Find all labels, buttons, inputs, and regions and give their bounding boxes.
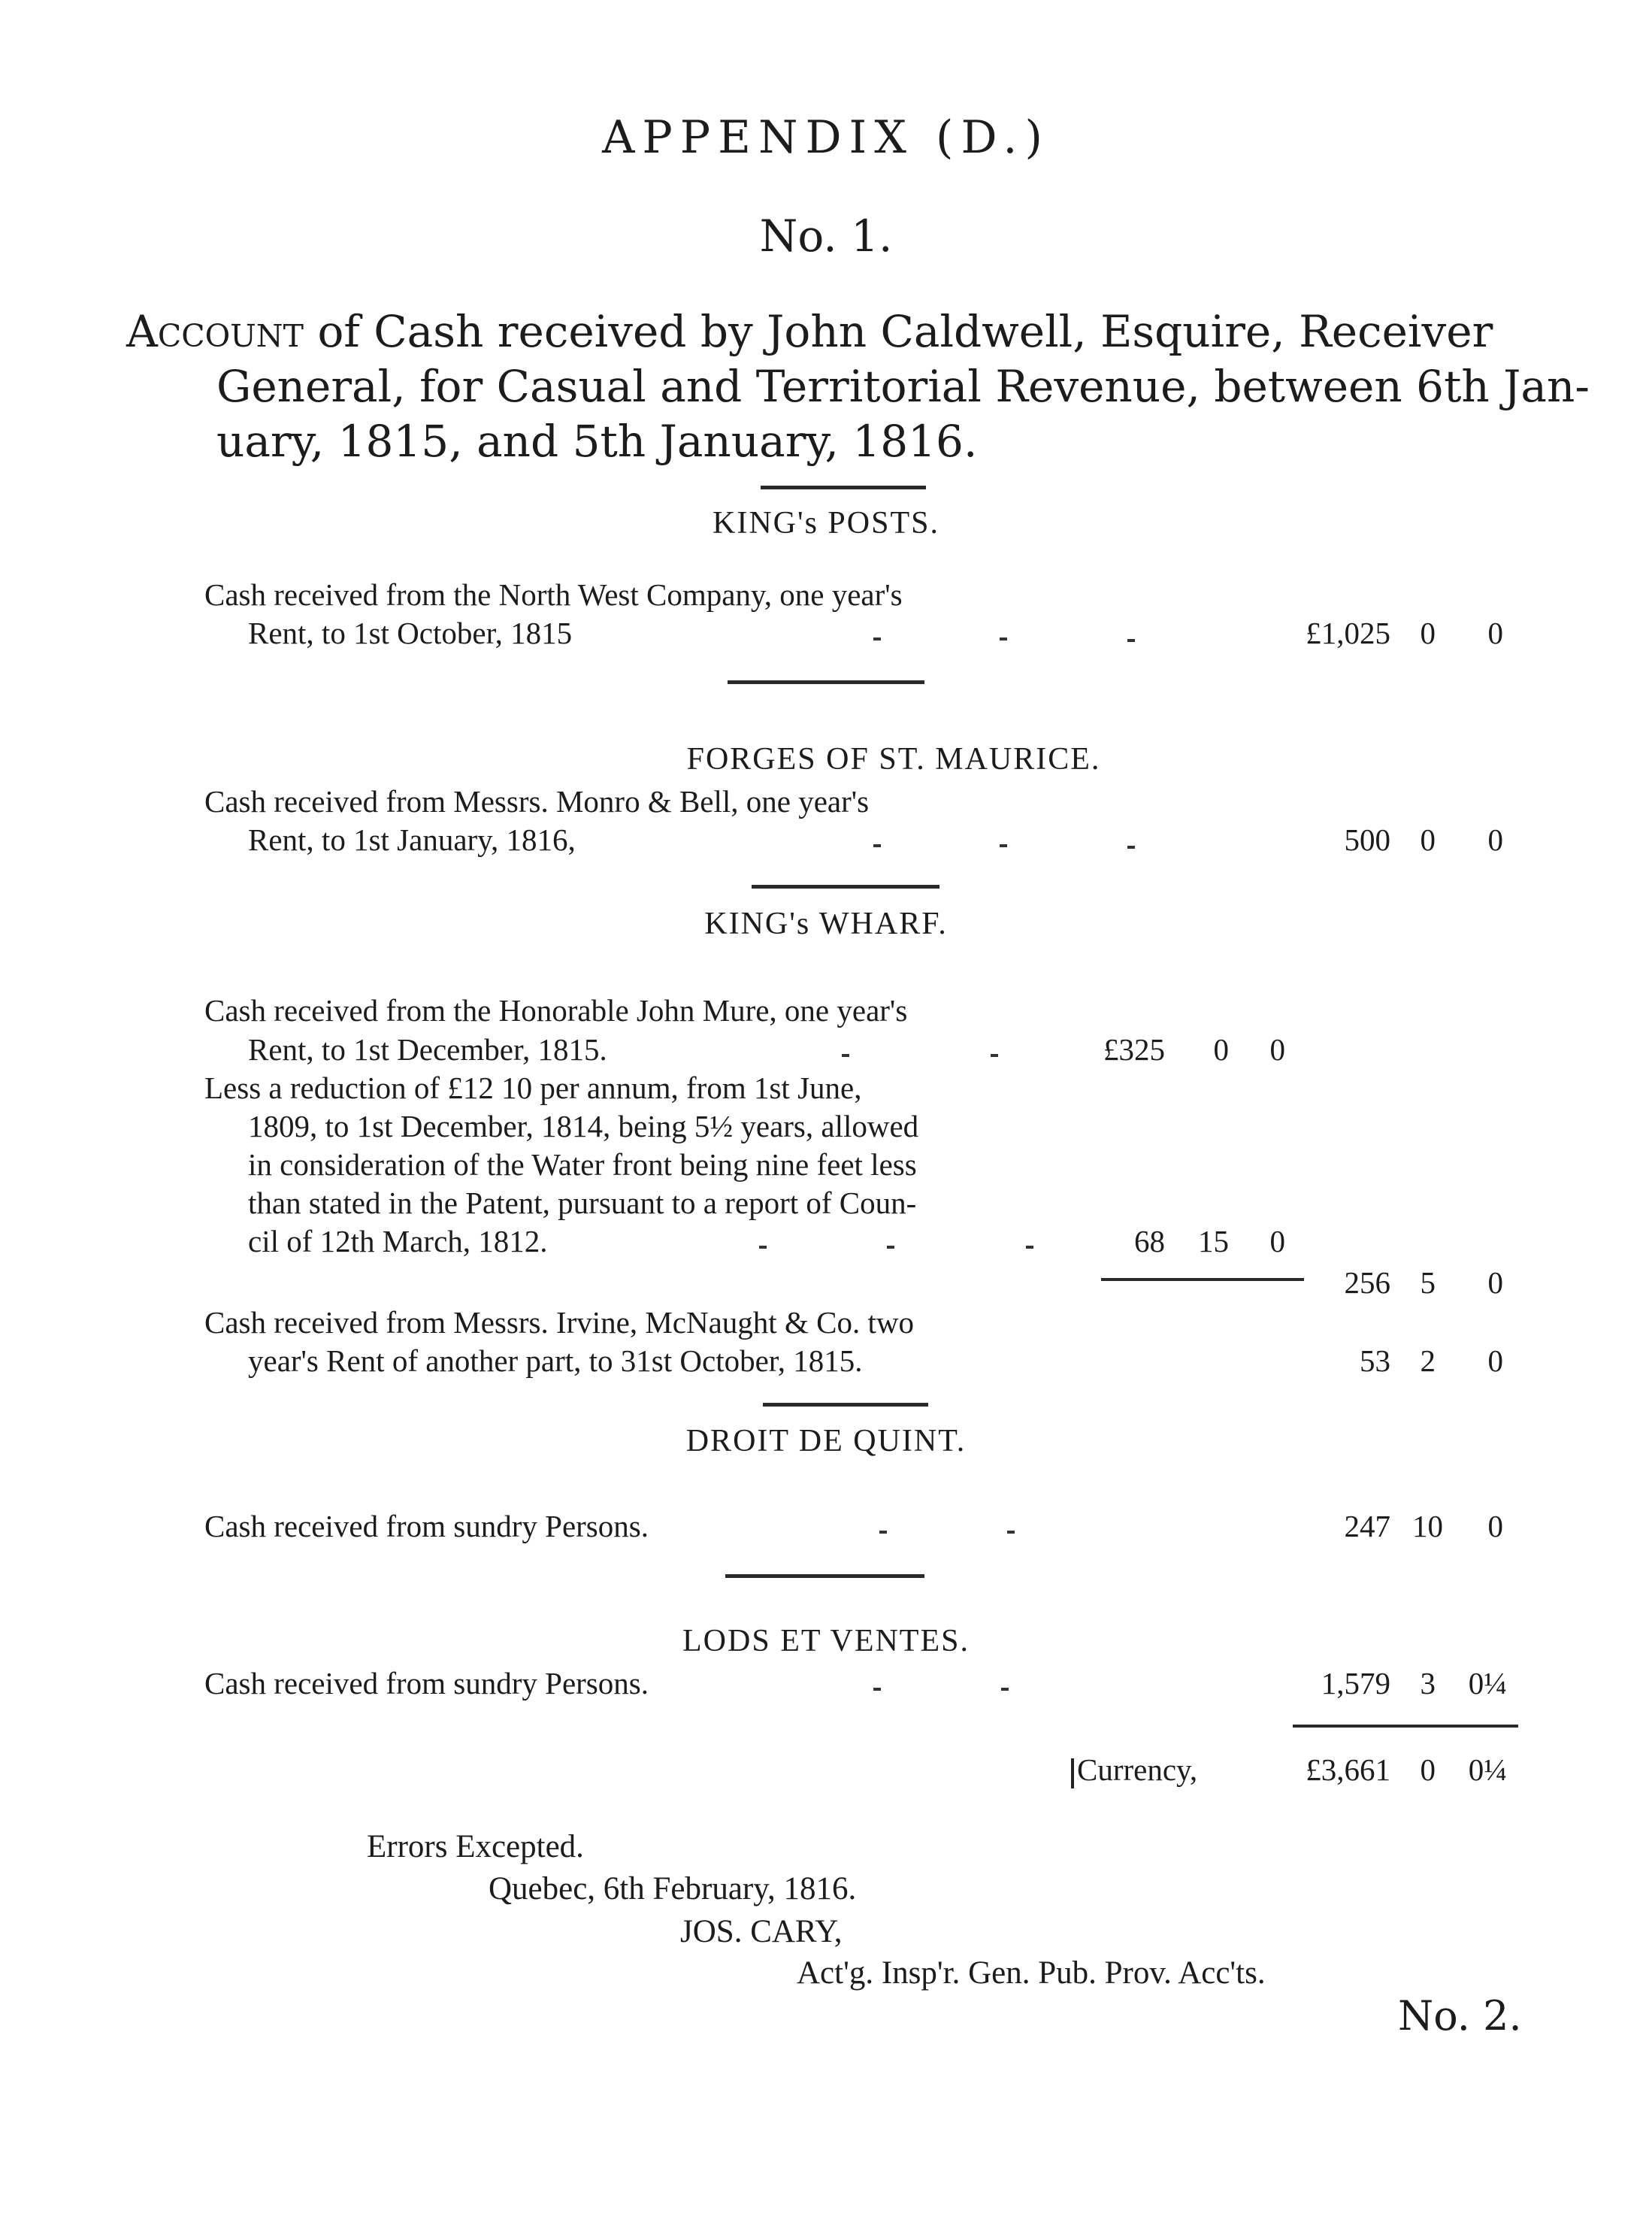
lods-pounds: 1,579 [1321,1666,1390,1700]
forges-shillings: 0 [1420,822,1436,857]
errors-excepted: Errors Excepted. [367,1829,584,1864]
total-shillings: 0 [1420,1752,1436,1787]
subtotal-rule [1101,1278,1304,1281]
leader-dash [1026,1246,1033,1249]
signatory-office: Act'g. Insp'r. Gen. Pub. Prov. Acc'ts. [797,1955,1266,1991]
total-pence: 0¼ [1468,1752,1507,1787]
section-heading-kings-wharf: KING's WHARF. [704,907,948,941]
wharf-entry1-line-2: Rent, to 1st December, 1815. [248,1032,607,1067]
lods-shillings: 3 [1420,1666,1436,1700]
wharf-entry2-line-2: 1809, to 1st December, 1814, being 5½ years, allowed [248,1109,919,1143]
kings-posts-pounds: £1,025 [1306,616,1390,650]
divider [763,1403,928,1407]
wharf-entry2-shillings: 15 [1198,1224,1229,1258]
wharf-net-pounds: 256 [1344,1265,1390,1300]
droit-pounds: 247 [1344,1509,1390,1543]
wharf-entry1-line-1: Cash received from the Honorable John Mure, one year's [204,993,908,1028]
leader-dash [759,1246,767,1249]
leader-dash [873,1688,881,1691]
leader-dash [1001,1688,1009,1691]
document-number: No. 1. [759,210,893,262]
wharf-entry3-pence: 0 [1487,1343,1503,1378]
wharf-net-shillings: 5 [1420,1265,1436,1300]
divider [725,1574,924,1578]
leader-dash [879,1531,887,1534]
intro-line-3: uary, 1815, and 5th January, 1816. [216,416,978,467]
forges-line-1: Cash received from Messrs. Monro & Bell, one year's [204,784,870,819]
leader-dash [1127,639,1135,642]
wharf-net-pence: 0 [1487,1265,1503,1300]
wharf-entry1-shillings: 0 [1213,1032,1229,1067]
droit-pence: 0 [1487,1509,1503,1543]
leader-dash [1127,846,1135,849]
forges-line-2: Rent, to 1st January, 1816, [248,822,576,857]
intro-line-1-text: of Cash received by John Caldwell, Esquire, Receiver [317,306,1493,357]
leader-dash [873,844,881,847]
lods-line-1: Cash received from sundry Persons. [204,1666,649,1700]
place-date: Quebec, 6th February, 1816. [489,1871,857,1906]
wharf-entry2-line-3: in consideration of the Water front being nine feet less [248,1147,917,1182]
total-label-text: Currency, [1077,1752,1198,1787]
lods-pence: 0¼ [1468,1666,1507,1700]
leader-dash [842,1054,849,1057]
intro-line-2: General, for Casual and Territorial Revenue, between 6th Jan- [216,361,1590,412]
divider [761,486,926,489]
section-heading-kings-posts: KING's POSTS. [713,506,939,541]
divider [752,885,939,889]
wharf-entry3-pounds: 53 [1360,1343,1390,1378]
leader-dash [991,1054,998,1057]
intro-line-1 [126,304,1493,359]
signatory: JOS. CARY, [680,1914,843,1949]
divider [728,680,924,684]
total-pounds: £3,661 [1306,1752,1390,1787]
forges-pounds: 500 [1344,822,1390,857]
leader-dash [873,637,881,641]
leader-dash [1000,637,1007,641]
intro-lead: Account [126,306,304,357]
droit-line-1: Cash received from sundry Persons. [204,1509,649,1543]
wharf-entry3-shillings: 2 [1420,1343,1436,1378]
wharf-entry2-line-5: cil of 12th March, 1812. [248,1224,548,1258]
wharf-entry2-pence: 0 [1269,1224,1285,1258]
section-heading-droit-de-quint: DROIT DE QUINT. [685,1424,967,1458]
leader-dash [1007,1531,1015,1534]
wharf-entry3-line-1: Cash received from Messrs. Irvine, McNaught & Co. two [204,1305,914,1340]
appendix-title: APPENDIX (D.) [602,111,1050,164]
kings-posts-shillings: 0 [1420,616,1436,650]
wharf-entry1-pence: 0 [1269,1032,1285,1067]
forges-pence: 0 [1487,822,1503,857]
bracket-mark [1071,1758,1074,1788]
kings-posts-line-2: Rent, to 1st October, 1815 [248,616,573,650]
wharf-entry2-line-1: Less a reduction of £12 10 per annum, from 1st June, [204,1071,862,1105]
total-label [1071,1752,1197,1788]
total-rule [1293,1725,1518,1728]
droit-shillings: 10 [1412,1509,1443,1543]
next-page-number: No. 2. [1398,1992,1522,2040]
kings-posts-line-1: Cash received from the North West Company, one year's [204,577,903,612]
wharf-entry1-pounds: £325 [1103,1032,1165,1067]
wharf-entry3-line-2: year's Rent of another part, to 31st October, 1815. [248,1343,863,1378]
wharf-entry2-line-4: than stated in the Patent, pursuant to a report of Coun- [248,1186,917,1220]
section-heading-lods-et-ventes: LODS ET VENTES. [682,1624,970,1658]
section-heading-forges: FORGES OF ST. MAURICE. [686,742,1101,777]
wharf-entry2-pounds: 68 [1134,1224,1165,1258]
leader-dash [887,1246,894,1249]
kings-posts-pence: 0 [1487,616,1503,650]
leader-dash [1000,844,1007,847]
